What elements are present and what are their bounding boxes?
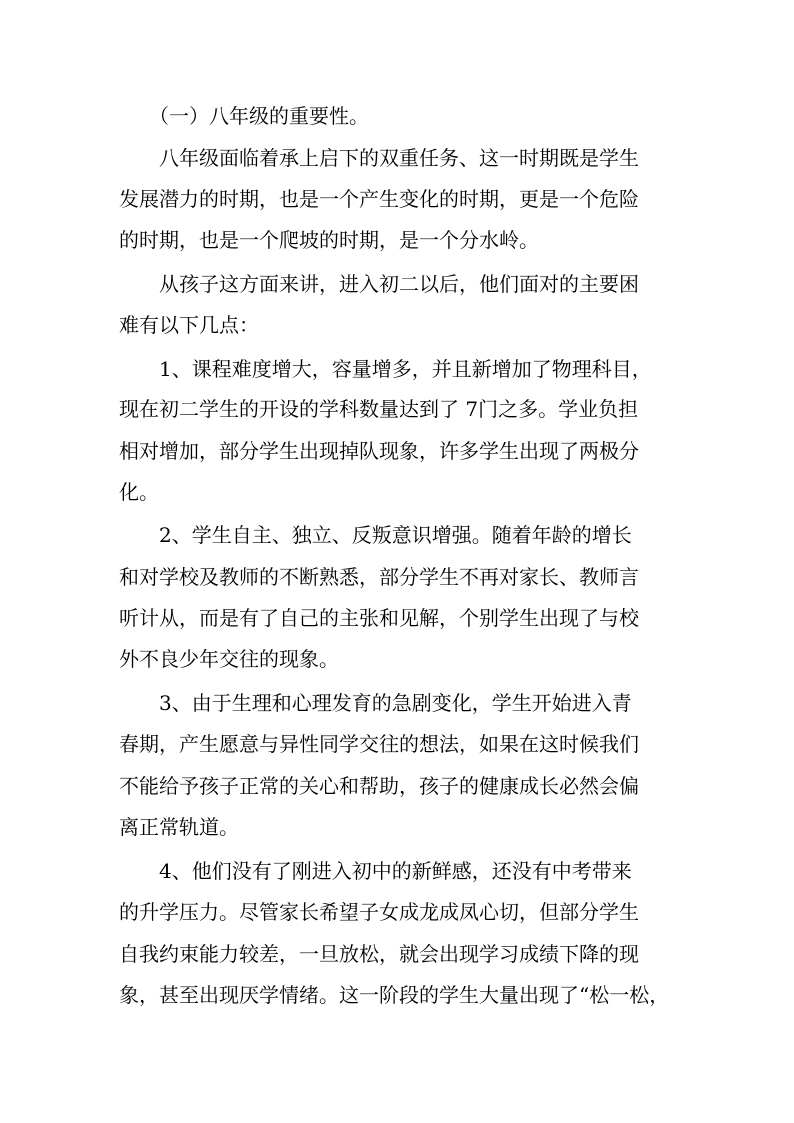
text-line: 听计从，而是有了自己的主张和见解，个别学生出现了与校 [119, 606, 639, 630]
text-line: 不能给予孩子正常的关心和帮助，孩子的健康成长必然会偏 [119, 774, 639, 798]
text-line: 1、课程难度增大，容量增多，并且新增加了物理科目， [119, 357, 652, 381]
text-line: 八年级面临着承上启下的双重任务、这一时期既是学生 [119, 146, 639, 170]
text-line: 相对增加，部分学生出现掉队现象，许多学生出现了两极分 [119, 439, 639, 463]
text-line: 3、由于生理和心理发育的急剧变化，学生开始进入青 [119, 691, 632, 715]
text-line: 的升学压力。尽管家长希望子女成龙成凤心切，但部分学生 [119, 900, 639, 924]
text-line: 4、他们没有了刚进入初中的新鲜感，还没有中考带来 [119, 859, 632, 883]
text-line: 外不良少年交往的现象。 [119, 647, 339, 671]
text-line: 发展潜力的时期，也是一个产生变化的时期，更是一个危险 [119, 187, 639, 211]
text-line: （一）八年级的重要性。 [119, 104, 369, 128]
text-line: 2、学生自主、独立、反叛意识增强。随着年龄的增长 [119, 523, 632, 547]
text-line: 从孩子这方面来讲，进入初二以后，他们面对的主要困 [119, 272, 639, 296]
text-line: 离正常轨道。 [119, 815, 239, 839]
text-line: 难有以下几点： [119, 313, 259, 337]
text-line: 化。 [119, 480, 159, 504]
text-line: 象，甚至出现厌学情绪。这一阶段的学生大量出现了“松一松， [119, 983, 670, 1007]
text-line: 春期，产生愿意与异性同学交往的想法，如果在这时候我们 [119, 732, 639, 756]
text-line: 和对学校及教师的不断熟悉，部分学生不再对家长、教师言 [119, 565, 639, 589]
text-line: 自我约束能力较差，一旦放松，就会出现学习成绩下降的现 [119, 942, 639, 966]
text-line: 的时期，也是一个爬坡的时期，是一个分水岭。 [119, 228, 539, 252]
text-line: 现在初二学生的开设的学科数量达到了 7门之多。学业负担 [119, 397, 639, 421]
